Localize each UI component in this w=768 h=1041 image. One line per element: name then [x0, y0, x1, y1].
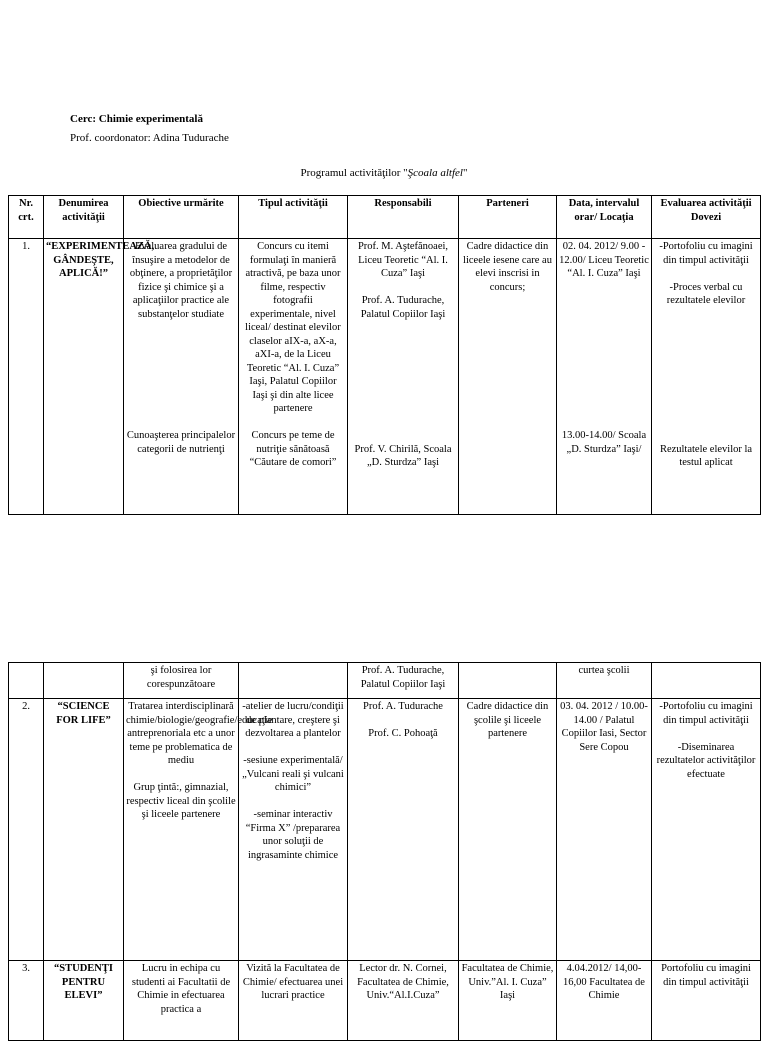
table-header-row — [9, 196, 761, 239]
circle-title: Cerc: Chimie experimentală — [70, 113, 203, 125]
col-type: Tipul activităţii — [239, 196, 348, 239]
evaluation-text: -Diseminarea rezultatelor activităţilor efectuate — [656, 741, 756, 780]
responsible-text: Prof. A. Tudurache — [363, 701, 443, 712]
date-text: 13.00-14.00/ Scoala „D. Sturdza” Iaşi/ — [561, 430, 647, 455]
evaluation-cell: Portofoliu cu imagini din timpul activităţii — [652, 961, 761, 1041]
type-text: -atelier de lucru/condiţii de plantare, creştere şi dezvoltarea a plantelor — [242, 701, 344, 739]
responsible-text: Prof. V. Chirilă, Scoala „D. Sturdza” Iaşi — [354, 443, 452, 468]
table-row — [9, 961, 761, 1041]
row-number: 1. — [9, 239, 44, 515]
evaluation-text: Rezultatele elevilor la testul aplicat — [659, 443, 753, 468]
col-date: Data, intervalul orar/ Locaţia — [557, 196, 652, 239]
objectives-cell — [124, 239, 239, 515]
responsible-text: Prof. A. Tudurache, Palatul Copiilor Iaşi — [348, 663, 459, 699]
activity-name: “EXPERIMENTEAZĂ, GÂNDEŞTE, APLICĂ!” — [44, 239, 124, 515]
activities-table-page1 — [8, 195, 761, 515]
type-cell — [239, 699, 348, 961]
date-text: 02. 04. 2012/ 9.00 - 12.00/ Liceu Teoretic “Al. I. Cuza” Iaşi — [559, 241, 649, 279]
partners-cell: Cadre didactice din liceele iesene care au elevi inscrisi in concurs; — [459, 239, 557, 515]
date-cell — [557, 239, 652, 515]
table-row — [9, 663, 761, 699]
type-cell — [239, 239, 348, 515]
responsible-text: Prof. C. Pohoaţă — [368, 728, 438, 739]
responsible-cell — [348, 239, 459, 515]
evaluation-text: -Proces verbal cu rezultatele elevilor — [666, 281, 746, 306]
date-cell: 4.04.2012/ 14,00-16,00 Facultatea de Chimie — [557, 961, 652, 1041]
partners-cell: Cadre didactice din şcolile şi liceele partenere — [459, 699, 557, 961]
objective-text: şi folosirea lor corespunzătoare — [124, 663, 239, 699]
objective-text: Cunoaşterea principalelor categorii de nutrienţi — [126, 430, 236, 455]
col-nr: Nr. crt. — [9, 196, 44, 239]
row-number: 2. — [9, 699, 44, 961]
col-partners: Parteneri — [459, 196, 557, 239]
coordinator: Prof. coordonator: Adina Tudurache — [70, 132, 229, 144]
objective-text: Tratarea interdisciplinară chimie/biologie/geografie/educaţie antreprenoriala etc a unor teme pe problematica de mediu — [126, 701, 273, 766]
col-name: Denumirea activităţii — [44, 196, 124, 239]
objective-text: Grup ţintă:, gimnazial, respectiv liceal din şcolile şi liceele partenere — [126, 782, 236, 820]
objective-text: Lucru in echipa cu studenti ai Facultatii de Chimie in efectuarea practica a — [124, 961, 239, 1041]
table-row — [9, 239, 761, 515]
date-text: curtea şcolii — [557, 663, 652, 699]
type-text: -seminar interactiv “Firma X” /prepararea unor soluţii de ingrasaminte chimice — [245, 809, 341, 861]
activities-table-page2 — [8, 662, 761, 1041]
objective-text: Evaluarea gradului de însuşire a metodelor de obţinere, a proprietăţilor fizice şi chimice şi a aplicaţiilor practice ale substanţelor studiate — [129, 241, 233, 320]
evaluation-cell — [652, 239, 761, 515]
type-text: Concurs pe teme de nutriţie sănătoasă “Căutare de comori” — [249, 430, 337, 468]
evaluation-text: -Portofoliu cu imagini din timpul activităţii — [659, 241, 753, 266]
type-text: Vizită la Facultatea de Chimie/ efectuarea unei lucrari practice — [239, 961, 348, 1041]
evaluation-cell — [652, 699, 761, 961]
activity-name: “STUDENŢI PENTRU ELEVI” — [44, 961, 124, 1041]
activity-name: “SCIENCE FOR LIFE” — [44, 699, 124, 961]
date-cell: 03. 04. 2012 / 10.00- 14.00 / Palatul Copiilor Iasi, Sector Sere Copou — [557, 699, 652, 961]
program-title: Programul activităţilor "Şcoala altfel" — [300, 167, 468, 179]
responsible-text: Lector dr. N. Cornei, Facultatea de Chimie, Univ.“Al.I.Cuza” — [348, 961, 459, 1041]
evaluation-text: -Portofoliu cu imagini din timpul activităţii — [659, 701, 753, 726]
type-text: Concurs cu itemi formulaţi în manieră atractivă, pe baza unor filme, respectiv fotografii experimentale, nivel liceal/ destinat elevilor claselor aIX-a, aX-a, aXI-a, de la Liceu Teoretic “Al. I. Cuza” Iaşi, Palatul Copiilor Iaşi şi din alte licee partenere — [245, 241, 341, 414]
col-evaluation: Evaluarea activităţii Dovezi — [652, 196, 761, 239]
partners-cell: Facultatea de Chimie, Univ.”Al. I. Cuza” Iaşi — [459, 961, 557, 1041]
responsible-text: Prof. A. Tudurache, Palatul Copiilor Iaşi — [360, 295, 446, 320]
objectives-cell — [124, 699, 273, 961]
col-objectives: Obiective urmărite — [124, 196, 239, 239]
col-responsible: Responsabili — [348, 196, 459, 239]
responsible-text: Prof. M. Aştefănoaei, Liceu Teoretic “Al. I. Cuza” Iaşi — [357, 241, 449, 279]
table-row — [9, 699, 761, 961]
row-number: 3. — [9, 961, 44, 1041]
responsible-cell — [348, 699, 459, 961]
type-text: -sesiune experimentală/ „Vulcani reali şi vulcani chimici” — [242, 755, 344, 793]
